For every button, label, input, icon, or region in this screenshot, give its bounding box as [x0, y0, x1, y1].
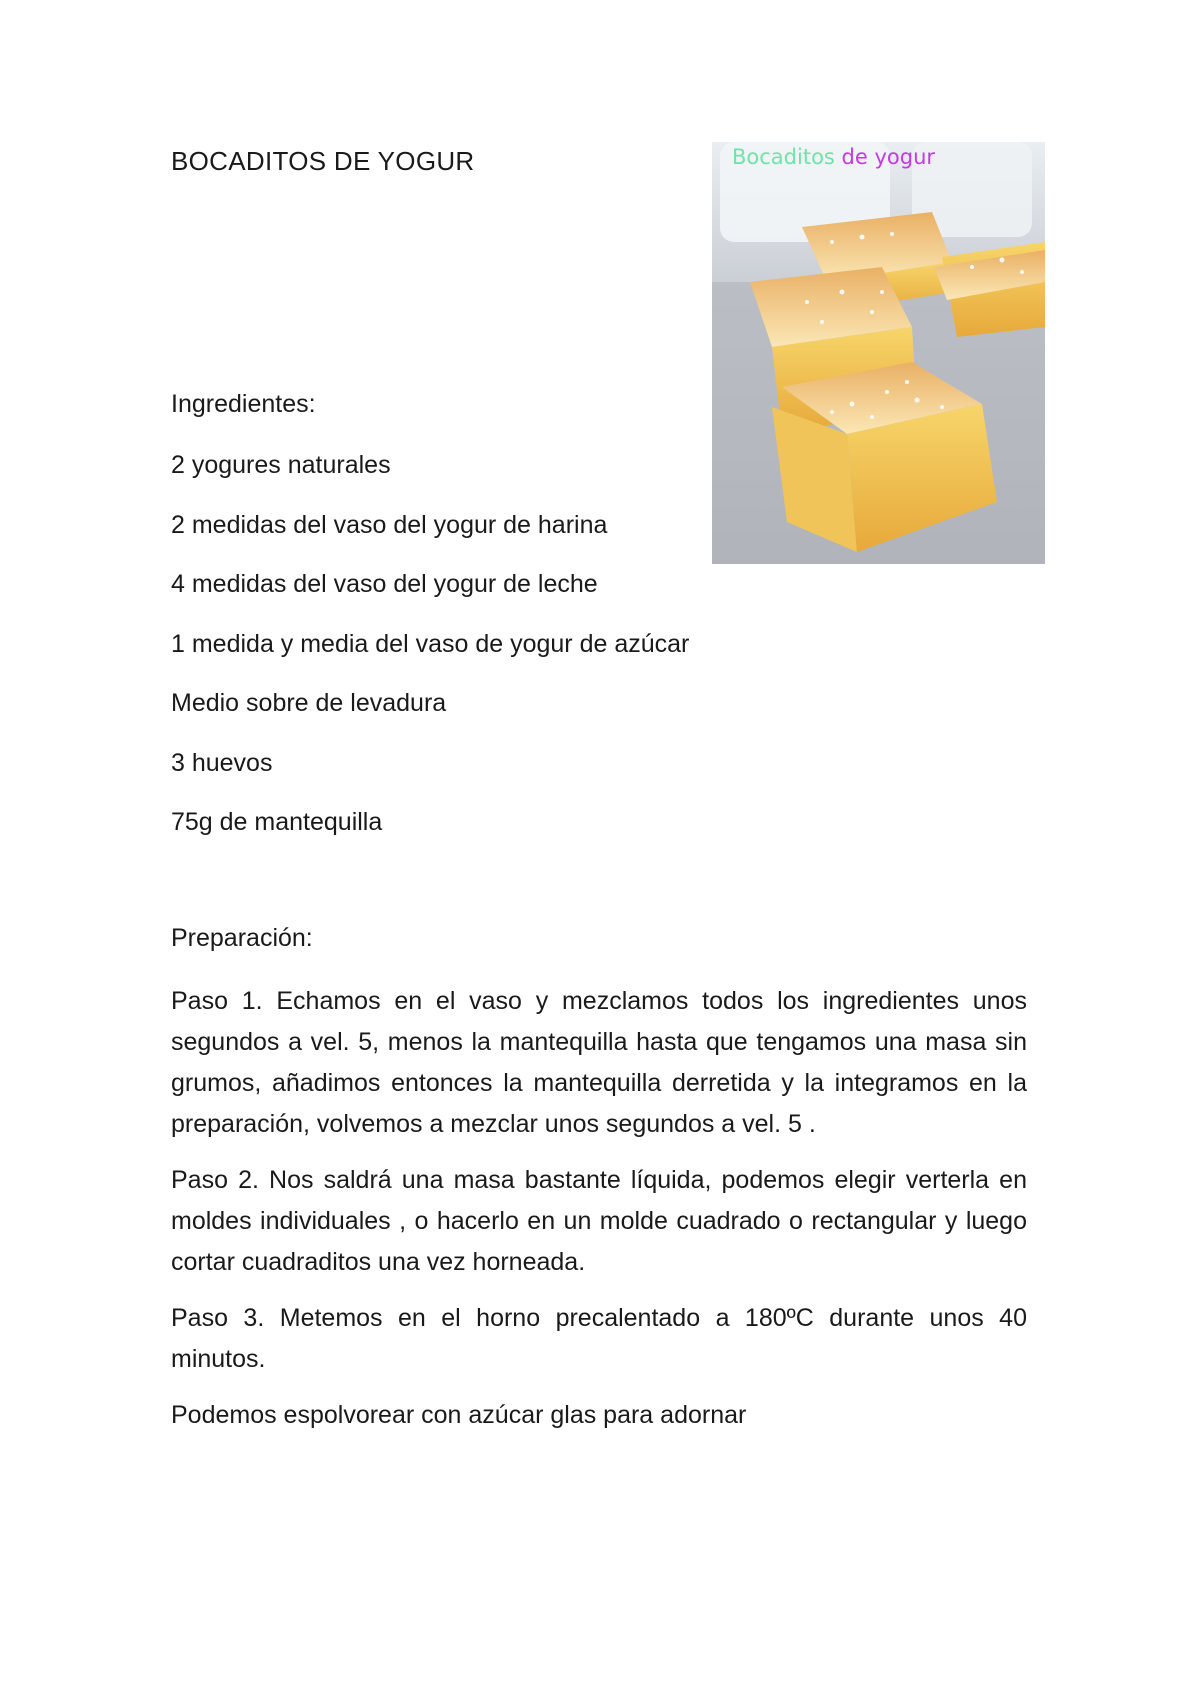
- step-paragraph: Paso 3. Metemos en el horno precalentado a 180ºC durante unos 40 minutos.: [171, 1304, 1027, 1373]
- ingredients-list: [171, 450, 689, 867]
- ingredient-item: 75g de mantequilla: [171, 808, 383, 836]
- ingredient-item: 2 yogures naturales: [171, 451, 391, 479]
- ingredient-item: 2 medidas del vaso del yogur de harina: [171, 510, 608, 539]
- ingredient-item: Medio sobre de levadura: [171, 689, 447, 717]
- page-title: BOCADITOS DE YOGUR: [171, 146, 475, 176]
- ingredient-item: 4 medidas del vaso del yogur de leche: [171, 570, 598, 598]
- closing-note: Podemos espolvorear con azúcar glas para adornar: [171, 1401, 747, 1429]
- ingredient-item: 3 huevos: [171, 748, 273, 777]
- step-paragraph: Paso 1. Echamos en el vaso y mezclamos todos los ingredientes unos segundos a vel. 5, menos la mantequilla hasta que tengamos una masa sin grumos, añadimos entonces la mantequilla derretida y la integramos en la preparación, volvemos a mezclar unos segundos a vel. 5 .: [171, 987, 1027, 1138]
- preparation-steps: [171, 981, 1027, 1451]
- photo-caption: Bocaditos de yogur: [732, 145, 936, 169]
- preparation-heading: Preparación:: [171, 924, 313, 952]
- ingredients-heading: Ingredientes:: [171, 390, 316, 418]
- ingredient-item: 1 medida y media del vaso de yogur de azúcar: [171, 629, 690, 658]
- step-paragraph: Paso 2. Nos saldrá una masa bastante líquida, podemos elegir verterla en moldes individuales , o hacerlo en un molde cuadrado o rectangular y luego cortar cuadraditos una vez horneada.: [171, 1166, 1027, 1276]
- recipe-photo: [712, 142, 1045, 564]
